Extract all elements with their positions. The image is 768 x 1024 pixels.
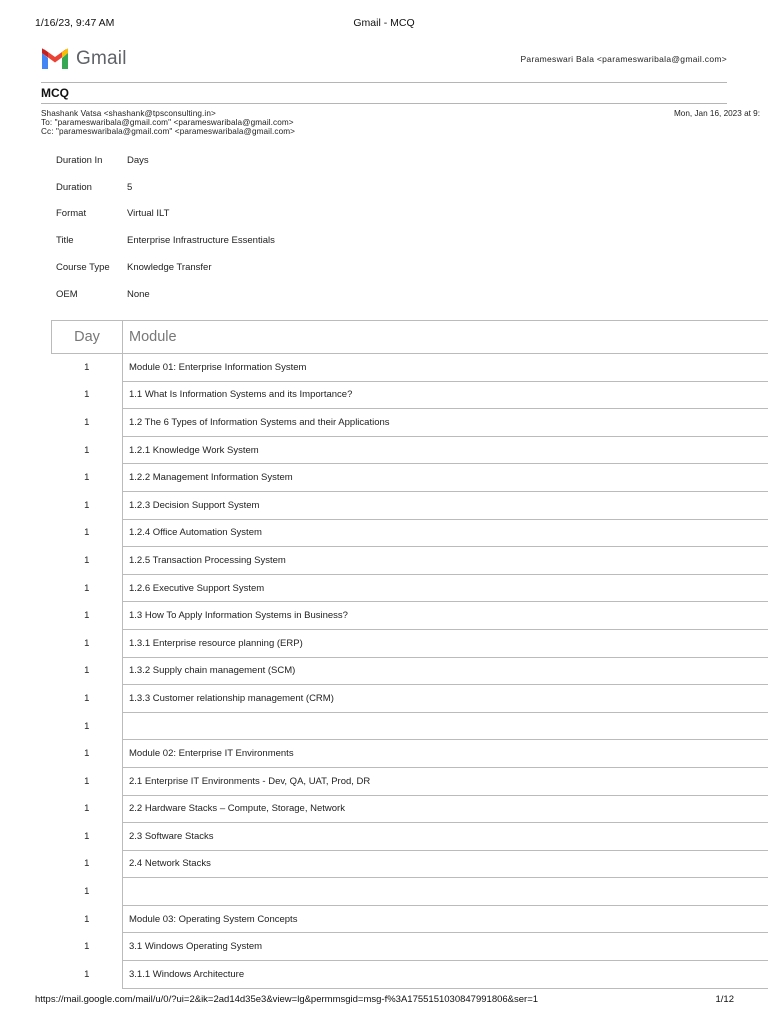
detail-row bbox=[56, 174, 275, 201]
account-label: Parameswari Bala <parameswaribala@gmail.com> bbox=[520, 54, 727, 64]
gmail-wordmark: Gmail bbox=[76, 48, 127, 69]
day-cell: 1 bbox=[84, 775, 90, 787]
table-row bbox=[52, 381, 768, 409]
table-row bbox=[52, 905, 768, 933]
table-row bbox=[52, 464, 768, 492]
day-cell: 1 bbox=[84, 637, 90, 649]
module-cell: Module 02: Enterprise IT Environments bbox=[123, 740, 768, 768]
detail-key: Title bbox=[56, 235, 74, 247]
modules-header-row bbox=[52, 321, 768, 354]
detail-value: 5 bbox=[127, 181, 133, 193]
day-cell: 1 bbox=[84, 444, 90, 456]
detail-row bbox=[56, 254, 275, 281]
modules-table-body bbox=[52, 354, 768, 989]
day-cell: 1 bbox=[84, 499, 90, 511]
module-cell: 1.2 The 6 Types of Information Systems and their Applications bbox=[123, 409, 768, 437]
day-cell: 1 bbox=[84, 941, 90, 953]
table-row bbox=[52, 657, 768, 685]
print-title: Gmail - MCQ bbox=[353, 17, 415, 29]
day-cell: 1 bbox=[84, 472, 90, 484]
message-from: Shashank Vatsa <shashank@tpsconsulting.in> bbox=[41, 109, 216, 118]
day-cell: 1 bbox=[84, 610, 90, 622]
day-column-header: Day bbox=[52, 321, 123, 354]
module-cell: 1.2.1 Knowledge Work System bbox=[123, 436, 768, 464]
detail-key: Duration In bbox=[56, 154, 103, 166]
day-cell: 1 bbox=[84, 830, 90, 842]
table-row bbox=[52, 740, 768, 768]
detail-key: Duration bbox=[56, 181, 92, 193]
module-cell: 1.3.2 Supply chain management (SCM) bbox=[123, 657, 768, 685]
day-cell: 1 bbox=[84, 913, 90, 925]
detail-row bbox=[56, 281, 275, 308]
day-cell: 1 bbox=[84, 527, 90, 539]
module-cell: Module 01: Enterprise Information System bbox=[123, 354, 768, 382]
modules-table bbox=[51, 320, 768, 989]
print-datetime: 1/16/23, 9:47 AM bbox=[35, 17, 115, 29]
print-footer bbox=[0, 994, 768, 1008]
table-row bbox=[52, 629, 768, 657]
day-cell: 1 bbox=[84, 362, 90, 374]
day-cell: 1 bbox=[84, 858, 90, 870]
table-row bbox=[52, 602, 768, 630]
module-cell: 1.3 How To Apply Information Systems in Business? bbox=[123, 602, 768, 630]
day-cell: 1 bbox=[84, 720, 90, 732]
module-cell: 2.2 Hardware Stacks – Compute, Storage, Network bbox=[123, 795, 768, 823]
day-cell: 1 bbox=[84, 389, 90, 401]
detail-row bbox=[56, 147, 275, 174]
message-date: Mon, Jan 16, 2023 at 9: bbox=[673, 109, 760, 118]
module-column-header: Module bbox=[123, 321, 768, 354]
gmail-m-icon bbox=[40, 48, 70, 71]
table-row bbox=[52, 491, 768, 519]
gmail-logo bbox=[40, 47, 127, 71]
email-subject: MCQ bbox=[41, 86, 69, 100]
module-cell: 2.3 Software Stacks bbox=[123, 823, 768, 851]
table-row bbox=[52, 823, 768, 851]
print-url: https://mail.google.com/mail/u/0/?ui=2&ik=2ad14d35e3&view=lg&permmsgid=msg-f%3A1755151030847991806&ser=1 bbox=[35, 994, 539, 1005]
module-cell: 3.1 Windows Operating System bbox=[123, 933, 768, 961]
day-cell: 1 bbox=[84, 554, 90, 566]
detail-key: OEM bbox=[56, 288, 78, 300]
detail-row bbox=[56, 201, 275, 228]
module-cell: 1.2.4 Office Automation System bbox=[123, 519, 768, 547]
table-row bbox=[52, 354, 768, 382]
table-row bbox=[52, 409, 768, 437]
day-cell: 1 bbox=[84, 748, 90, 760]
module-cell: 1.2.6 Executive Support System bbox=[123, 574, 768, 602]
module-cell bbox=[123, 878, 768, 906]
table-row bbox=[52, 795, 768, 823]
module-cell: 2.4 Network Stacks bbox=[123, 850, 768, 878]
module-cell: 1.2.2 Management Information System bbox=[123, 464, 768, 492]
table-row bbox=[52, 933, 768, 961]
table-row bbox=[52, 712, 768, 740]
detail-value: Knowledge Transfer bbox=[127, 262, 212, 274]
page-number: 1/12 bbox=[715, 994, 734, 1005]
detail-value: Enterprise Infrastructure Essentials bbox=[127, 235, 275, 247]
detail-key: Course Type bbox=[56, 262, 110, 274]
module-cell: 1.2.5 Transaction Processing System bbox=[123, 547, 768, 575]
day-cell: 1 bbox=[84, 582, 90, 594]
table-row bbox=[52, 685, 768, 713]
table-row bbox=[52, 574, 768, 602]
table-row bbox=[52, 850, 768, 878]
table-row bbox=[52, 547, 768, 575]
day-cell: 1 bbox=[84, 803, 90, 815]
day-cell: 1 bbox=[84, 416, 90, 428]
print-header bbox=[0, 17, 768, 31]
module-cell: 1.1 What Is Information Systems and its Importance? bbox=[123, 381, 768, 409]
module-cell: 2.1 Enterprise IT Environments - Dev, QA, UAT, Prod, DR bbox=[123, 767, 768, 795]
table-row bbox=[52, 961, 768, 989]
detail-row bbox=[56, 227, 275, 254]
module-cell: Module 03: Operating System Concepts bbox=[123, 905, 768, 933]
module-cell bbox=[123, 712, 768, 740]
course-details-table bbox=[56, 147, 275, 308]
day-cell: 1 bbox=[84, 665, 90, 677]
message-to: To: "parameswaribala@gmail.com" <parameswaribala@gmail.com> bbox=[41, 118, 294, 127]
table-row bbox=[52, 519, 768, 547]
detail-value: Days bbox=[127, 154, 149, 166]
subject-divider bbox=[41, 103, 727, 104]
message-cc: Cc: "parameswaribala@gmail.com" <parameswaribala@gmail.com> bbox=[41, 127, 296, 136]
day-cell: 1 bbox=[84, 886, 90, 898]
day-cell: 1 bbox=[84, 692, 90, 704]
detail-key: Format bbox=[56, 208, 87, 220]
module-cell: 1.3.1 Enterprise resource planning (ERP) bbox=[123, 629, 768, 657]
table-row bbox=[52, 436, 768, 464]
detail-value: Virtual ILT bbox=[127, 208, 170, 220]
module-cell: 1.3.3 Customer relationship management (CRM) bbox=[123, 685, 768, 713]
table-row bbox=[52, 878, 768, 906]
detail-value: None bbox=[127, 288, 150, 300]
day-cell: 1 bbox=[84, 968, 90, 980]
table-row bbox=[52, 767, 768, 795]
module-cell: 3.1.1 Windows Architecture bbox=[123, 961, 768, 989]
header-divider bbox=[41, 82, 727, 83]
module-cell: 1.2.3 Decision Support System bbox=[123, 491, 768, 519]
